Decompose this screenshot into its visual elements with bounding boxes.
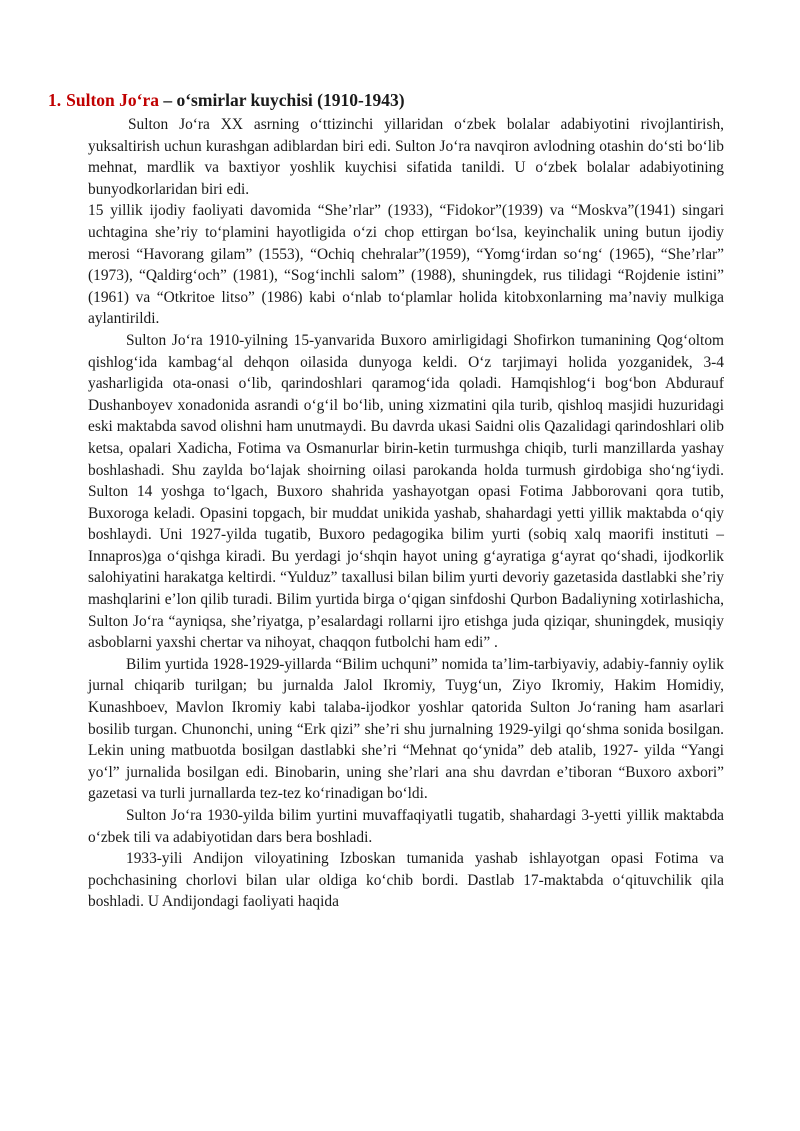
document-page: [48, 88, 724, 913]
paragraph-journal: Bilim yurtida 1928-1929-yillarda “Bilim uchquni” nomida ta’lim-tarbiyaviy, adabiy-fanniy oylik jurnal chiqarib turilgan; bu jurnalda Jalol Ikromiy, Tuyg‘un, Ziyo Ikromiy, Hakim Homidiy, Kunashboev, Mavlon Ikromiy kabi talaba-ijodkor yoshlar qatorida Sulton Jo‘raning ham asarlari bosilib turgan. Chunonchi, uning “Erk qizi” she’ri shu jurnalning 1929-yilgi qo‘shma sonida bosilgan. Lekin uning matbuotda bosilgan dastlabki she’ri “Mehnat qo‘ynida” deb atalib, 1927- yilda “Yangi yo‘l” jurnalida bosilgan edi. Binobarin, uning she’rlari ana shu davrdan e’tiboran “Buxoro axbori” gazetasi va turli jurnallarda tez-tez ko‘rinadigan bo‘ldi.: [88, 655, 724, 803]
section-heading: [48, 88, 724, 112]
heading-subtitle: – o‘smirlar kuychisi (1910-1943): [158, 90, 405, 110]
paragraph-intro: Sulton Jo‘ra XX asrning o‘ttizinchi yillaridan o‘zbek bolalar adabiyotini rivojlantirish, yuksaltirish uchun kurashgan adiblardan biri edi. Sulton Jo‘ra navqiron avlodning otashin do‘sti bo‘lib mehnat, mardlik va baxtiyor yoshlik kuychisi sifatida tanildi. U o‘zbek bolalar adabiyotining bunyodkorlaridan biri edi.: [88, 116, 724, 198]
paragraph-andijan: 1933-yili Andijon viloyatining Izboskan tumanida yashab ishlayotgan opasi Fotima va pochchasining chorlovi bilan ular oldiga ko‘chib bordi. Dastlab 17-maktabda o‘qituvchilik qila boshladi. U Andijondagi faoliyati haqida: [88, 850, 724, 911]
paragraph-teaching: Sulton Jo‘ra 1930-yilda bilim yurtini muvaffaqiyatli tugatib, shahardagi 3-yetti yillik maktabda o‘zbek tili va adabiyotidan dars bera boshladi.: [88, 807, 724, 846]
paragraph-collections: 15 yillik ijodiy faoliyati davomida “She’rlar” (1933), “Fidokor”(1939) va “Moskva”(1941) singari uchtagina she’riy to‘plamini hayotligida o‘zi chop ettirgan bo‘lsa, keyinchalik uning butun ijodiy merosi “Havorang gilam” (1553), “Ochiq chehralar”(1959), “Yomg‘irdan so‘ng‘ (1965), “She’rlar” (1973), “Qaldirg‘och” (1981), “Sog‘inchli salom” (1988), shuningdek, rus tilidagi “Rojdenie istini” (1961) va “Otkritoe litso” (1986) kabi o‘nlab to‘plamlar holida kitobxonlarning ma’naviy mulkiga aylantirildi.: [88, 202, 724, 328]
paragraph-biography: Sulton Jo‘ra 1910-yilning 15-yanvarida Buxoro amirligidagi Shofirkon tumanining Qog‘oltom qishlog‘ida kambag‘al dehqon oilasida dunyoga keldi. O‘z tarjimayi holida yozganidek, 3-4 yasharligida ota-onasi o‘lib, qarindoshlari qaramog‘ida qoladi. Hamqishlog‘i bog‘bon Abdurauf Dushanboyev xonadonida asrandi o‘g‘il bo‘lib, uning xizmatini qila turib, qishloq masjidi huzuridagi eski maktabda savod olishni ham unutmaydi. Bu davrda ukasi Saidni olis Qazalidagi qarindoshlari olib ketsa, opalari Xadicha, Fotima va Osmanurlar birin-ketin turmushga chiqib, turli manzillarda yashay boshlashadi. Shu zaylda bo‘lajak shoirning oilasi parokanda holda turmush girdobiga sho‘ng‘iydi. Sulton 14 yoshga to‘lgach, Buxoro shahrida yashayotgan opasi Fotima Jabborovani qora tutib, Buxoroga keladi. Opasini topgach, bir muddat unikida yashab, shahardagi yetti yillik maktabda o‘qiy boshlaydi. Uni 1927-yilda tugatib, Buxoro pedagogika bilim yurti (sobiq xalq maorifi instituti –Innapros)ga o‘qishga kiradi. Bu yerdagi jo‘shqin hayot uning g‘ayratiga g‘ayrat qo‘shadi, ijodkorlik salohiyatini harakatga keltirdi. “Yulduz” taxallusi bilan bilim yurti devoriy gazetasida dastlabki she’riy mashqlarini e’lon qilib turadi. Bilim yurtida birga o‘qigan sinfdoshi Qurbon Badaliyning xotirlashicha, Sulton Jo‘ra “ayniqsa, she’riyatga, p’esalardagi rollarni ijro etishga juda qiziqar, shuningdek, musiqiy asboblarni yaxshi chertar va nihoyat, chaqqon futbolchi ham edi” .: [88, 331, 724, 652]
heading-author-name: Sulton Jo‘ra: [66, 90, 159, 110]
heading-number: 1.: [48, 90, 62, 110]
